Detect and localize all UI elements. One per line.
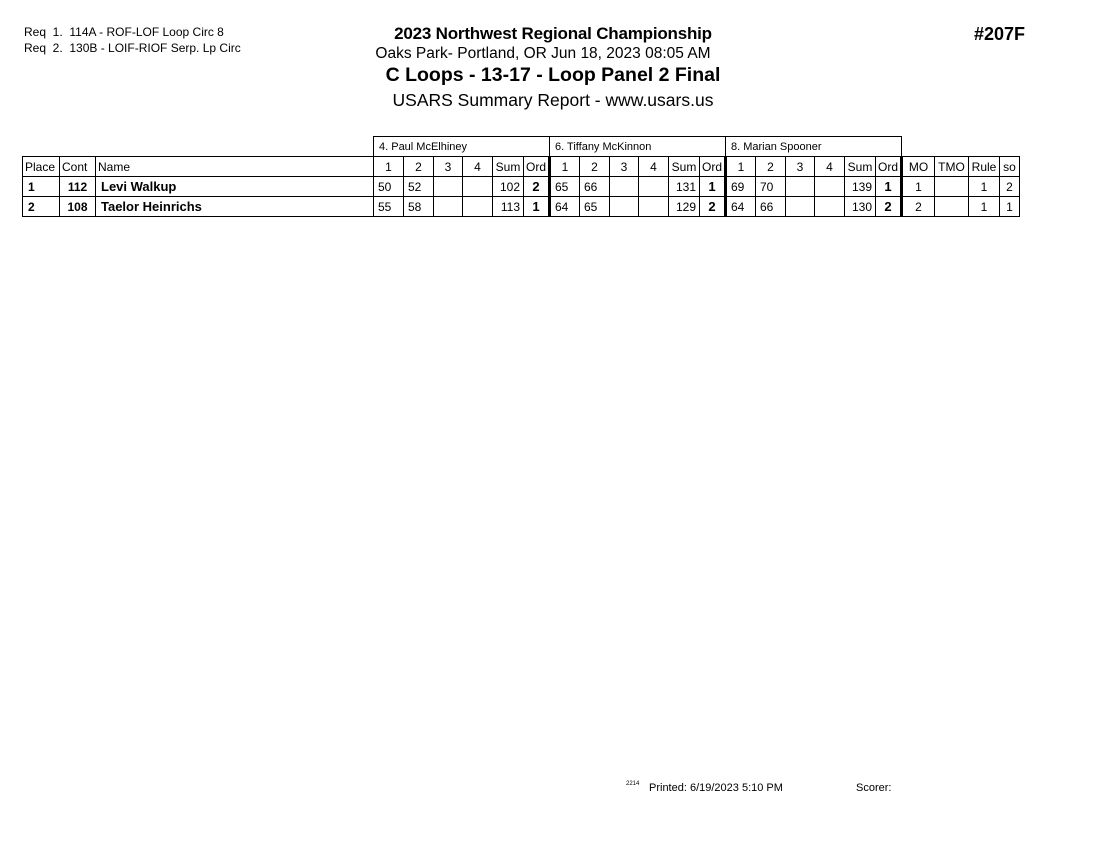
table-row bbox=[23, 177, 1020, 197]
skater-name: Taelor Heinrichs bbox=[96, 197, 374, 217]
col-place: Place bbox=[23, 157, 60, 177]
j3-score-3 bbox=[786, 197, 815, 217]
j2-ord: 2 bbox=[700, 197, 726, 217]
j2-score-1: 64 bbox=[550, 197, 580, 217]
j2-sum: 131 bbox=[669, 177, 700, 197]
j2-score-3 bbox=[610, 197, 639, 217]
so-cell: 2 bbox=[1000, 177, 1020, 197]
j1-ord: 2 bbox=[524, 177, 550, 197]
place-cell: 1 bbox=[23, 177, 60, 197]
j1-score-1: 50 bbox=[374, 177, 404, 197]
j3-sum: 130 bbox=[845, 197, 876, 217]
j3-score-2: 70 bbox=[756, 177, 786, 197]
judge-3-name: 8. Marian Spooner bbox=[726, 137, 902, 157]
col-mo: MO bbox=[902, 157, 935, 177]
col-tmo: TMO bbox=[935, 157, 969, 177]
mo-cell: 2 bbox=[902, 197, 935, 217]
rule-cell: 1 bbox=[969, 197, 1000, 217]
footer-code: 2214 bbox=[626, 781, 640, 787]
col-name: Name bbox=[96, 157, 374, 177]
col-j2-sum: Sum bbox=[669, 157, 700, 177]
col-j3-score-2: 2 bbox=[756, 157, 786, 177]
j3-score-2: 66 bbox=[756, 197, 786, 217]
col-j2-ord: Ord bbox=[700, 157, 726, 177]
col-so: so bbox=[1000, 157, 1020, 177]
judge-2-name: 6. Tiffany McKinnon bbox=[550, 137, 726, 157]
j3-ord: 2 bbox=[876, 197, 902, 217]
col-j3-score-3: 3 bbox=[786, 157, 815, 177]
col-j3-score-4: 4 bbox=[815, 157, 845, 177]
col-rule: Rule bbox=[969, 157, 1000, 177]
judge-header-row bbox=[23, 137, 1020, 157]
col-j2-score-3: 3 bbox=[610, 157, 639, 177]
j1-sum: 113 bbox=[493, 197, 524, 217]
j3-score-3 bbox=[786, 177, 815, 197]
event-title: C Loops - 13-17 - Loop Panel 2 Final bbox=[385, 64, 721, 86]
j3-ord: 1 bbox=[876, 177, 902, 197]
mo-cell: 1 bbox=[902, 177, 935, 197]
j3-score-4 bbox=[815, 177, 845, 197]
j1-ord: 1 bbox=[524, 197, 550, 217]
requirement-2: Req 2. 130B - LOIF-RIOF Serp. Lp Circ bbox=[24, 41, 241, 55]
j3-score-1: 69 bbox=[726, 177, 756, 197]
col-j3-sum: Sum bbox=[845, 157, 876, 177]
col-j2-score-2: 2 bbox=[580, 157, 610, 177]
j3-score-4 bbox=[815, 197, 845, 217]
so-cell: 1 bbox=[1000, 197, 1020, 217]
table-row bbox=[23, 197, 1020, 217]
j2-sum: 129 bbox=[669, 197, 700, 217]
j2-score-1: 65 bbox=[550, 177, 580, 197]
event-number: #207F bbox=[973, 24, 1025, 44]
col-j1-score-3: 3 bbox=[434, 157, 463, 177]
j2-ord: 1 bbox=[700, 177, 726, 197]
col-j2-score-4: 4 bbox=[639, 157, 669, 177]
rule-cell: 1 bbox=[969, 177, 1000, 197]
skater-name: Levi Walkup bbox=[96, 177, 374, 197]
j2-score-4 bbox=[639, 177, 669, 197]
col-j3-score-1: 1 bbox=[726, 157, 756, 177]
place-cell: 2 bbox=[23, 197, 60, 217]
j1-score-3 bbox=[434, 197, 463, 217]
col-j2-score-1: 1 bbox=[550, 157, 580, 177]
col-j1-score-2: 2 bbox=[404, 157, 434, 177]
col-j1-score-1: 1 bbox=[374, 157, 404, 177]
tmo-cell bbox=[935, 197, 969, 217]
j2-score-4 bbox=[639, 197, 669, 217]
j1-score-4 bbox=[463, 197, 493, 217]
j1-score-2: 58 bbox=[404, 197, 434, 217]
j3-score-1: 64 bbox=[726, 197, 756, 217]
col-j1-ord: Ord bbox=[524, 157, 550, 177]
report-title: USARS Summary Report - www.usars.us bbox=[392, 90, 714, 110]
competition-title: 2023 Northwest Regional Championship bbox=[394, 24, 712, 43]
requirement-1: Req 1. 114A - ROF-LOF Loop Circ 8 bbox=[24, 25, 224, 39]
column-header-row bbox=[23, 157, 1020, 177]
j2-score-2: 65 bbox=[580, 197, 610, 217]
cont-cell: 112 bbox=[60, 177, 96, 197]
col-j3-ord: Ord bbox=[876, 157, 902, 177]
j3-sum: 139 bbox=[845, 177, 876, 197]
j1-score-2: 52 bbox=[404, 177, 434, 197]
col-cont: Cont bbox=[60, 157, 96, 177]
j1-score-4 bbox=[463, 177, 493, 197]
printed-timestamp: Printed: 6/19/2023 5:10 PM bbox=[649, 782, 783, 794]
judge-1-name: 4. Paul McElhiney bbox=[374, 137, 550, 157]
tmo-cell bbox=[935, 177, 969, 197]
col-j1-score-4: 4 bbox=[463, 157, 493, 177]
j1-score-3 bbox=[434, 177, 463, 197]
j2-score-3 bbox=[610, 177, 639, 197]
cont-cell: 108 bbox=[60, 197, 96, 217]
j1-sum: 102 bbox=[493, 177, 524, 197]
col-j1-sum: Sum bbox=[493, 157, 524, 177]
scorer-label: Scorer: bbox=[856, 782, 892, 794]
j2-score-2: 66 bbox=[580, 177, 610, 197]
venue-date: Oaks Park- Portland, OR Jun 18, 2023 08:05 AM bbox=[375, 45, 711, 62]
results-table bbox=[22, 136, 1020, 217]
j1-score-1: 55 bbox=[374, 197, 404, 217]
